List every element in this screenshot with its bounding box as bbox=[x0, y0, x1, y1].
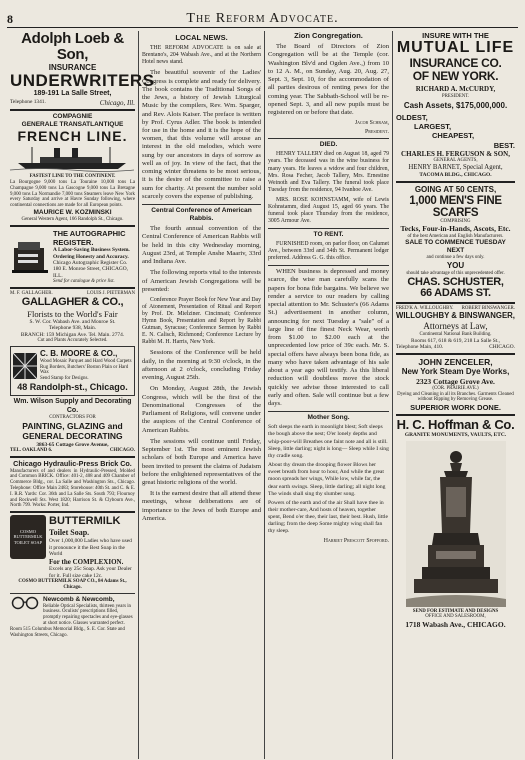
local-news-item: THE REFORM ADVOCATE is on sale at Brentano's, 204 Wabash Ave., and at the Northern Hotel news stand. bbox=[142, 45, 261, 66]
page-number: 8 bbox=[7, 12, 13, 27]
ad-autographic-register: THE AUTOGRAPHIC REGISTER. A Labor-Saving Business System. Ordering Honesty and Accuracy. Chicago Autographic Register Co. 180 E. Monroe Street, CHICAGO, ILL. Send for catalogue & price list. bbox=[10, 229, 135, 285]
newspaper-title: The Reform Advocate. bbox=[186, 10, 339, 26]
local-news-heading: LOCAL NEWS. bbox=[175, 33, 228, 42]
column-notices: Zion Congregation. The Board of Directors of Zion Congregation will be at the Temple (cor. Washington Blv'd and Ogden Ave.,) from 10 to 12 A. M., on Sunday, Aug. 20, Aug. 27, Sept. 3, Sept. 10, for the accommodation of all parties desirous of renting pews for the coming year. The Sabbath-School will be re-opened Sept. 3, and all new pupils must be registered on or before that date. Jacob Schram, President. DIED. HENRY TALLERY died on August 18, aged 79 years. The deceased was in the wine business for many years. He leaves a widow and four children, Mrs. Rosa Fecher, Jacob Tallery, Mrs. Ernestine Weinoth and Eva Tallery. The funeral took place Tuesday from the residence, 94 Ivanhoe Ave. MRS. ROSE KOHNSTAMM, wife of Lewis Kohnstamm, died August 15, aged 66 years. The funeral took place Thursday from the residence, 3005 Armour Ave. TO RENT. FURNISHED room, on parlor floor, on Calumet Ave., between 33rd and 34th St. Permanent lodger preferred. Address G. G. this office. WHEN business is depressed and money scarce, the wise man carefully scans the papers for bona fide bargains. We believe we render a service to our readers by calling special attention to Mr. Schuster's (66 Adams St.) advertisement in another column, announcing for next Tuesday a "sale" of a large line of fine finest Neck Wear, worth from $1.00 to $2.00 each at the unprecedented low price of 39c each. Mr. S. special offers have always been bona fide, as many who have taken advantage of his sale about a year ago will testify. As this liberal reduction will doubtless move the stock quickly we advise those interested to call early and often. Sale will continue but a few days. Mother Song. Soft sleeps the earth in moonlight blest; Soft sleeps the bough above the nest; O'er lonely depths and whip-poor-will Breathes one faint note and all is still. Sleep, little darling; night is long— Sleep while I sing thy cradle song. About thy dream the drooping flower Blows her sweet breath from hour to hour, And while the great moon spreads her wings, While low, while far, the dear earth swings. Sleep, little darling; all night long The winds shall sing thy slumber song. Powers of the earth and of the air Shall have thee in their mother-care, And hosts of heaven, together spent, Bend o'er thee, their last, their best. Hush, little darling; from the deep Some mighty wing shall fan thy sleep. Harriet Prescott Spofford. bbox=[265, 31, 393, 759]
bargain-notice: WHEN business is depressed and money scarce, the wise man carefully scans the papers for bona fide bargains. We believe we render a service to our readers by calling special attention to Mr. Schuster's (66 Adams St.) advertisement in another column, announcing for next Tuesday a "sale" of a large line of fine finest Neck Wear, worth from $1.00 to $2.00 each at the unprecedented low price of 39c each. Mr. S. special offers have always been bona fide, as many who have taken advantage of his sale about a year ago will testify. As this liberal reduction will doubtless move the stock quickly we advise those interested to call early and often. Sale will continue but a few days. bbox=[268, 268, 389, 407]
local-news-item: The beautiful souvenir of the Ladies' Congress is complete and ready for delivery. The book contains the Traditional Songs of the Jews, a history of Jewish Liturgical Music by the compilers, Rev. Wm. Sparger, and Rev. Alois Kaiser. The preface is written by Prof. Cyrus Adler. The book is intended for use in the home and it is the hope of the women, that this volume will arouse an interest in the old melodies, which were sung by our ancestors in days of sorrow as well as of joy. In view of the fact, that the coming winter threatens to be most serious, it is the desire of the committee to raise a sum for charity. At present the number sold scarcely covers the expense of publishing. bbox=[142, 69, 261, 200]
eyeglasses-icon bbox=[10, 596, 40, 610]
mother-song-heading: Mother Song. bbox=[307, 414, 350, 422]
ad-adolph-loeb: Adolph Loeb & Son, INSURANCE UNDERWRITERS 189-191 La Salle Street, Telephone 1341. Chicago, Ill. bbox=[10, 30, 155, 107]
ad-wilson-supply: Wm. Wilson Supply and Decorating Co. CONTRACTORS FOR PAINTING, GLAZING and GENERAL DECORATING 3863-65 Cottage Grove Avenue, TEL. OAKLAND 6. CHICAGO. bbox=[10, 398, 135, 454]
monument-illustration bbox=[406, 441, 506, 607]
column-local-news: LOCAL NEWS. THE REFORM ADVOCATE is on sale at Brentano's, 204 Wabash Ave., and at the Northern Hotel news stand. The beautiful souvenir of the Ladies' Congress is complete and ready for delivery. The book contains the Traditional Songs of the Jews, a history of Jewish Liturgical Music by the compilers, Rev. Wm. Sparger, and Rev. Alois Kaiser. The preface is written by Prof. Cyrus Adler. The book is intended for use in the home and it is the hope of the women, that this volume will arouse an interest in the old melodies, which were sung by our ancestors in days of sorrow as well as of joy. In view of the fact, that the coming winter threatens to be most serious, it is the desire of the committee to raise a sum for charity. At present the number sold scarcely covers the expense of publishing. Central Conference of American Rabbis. The fourth annual convention of the Central Conference of American Rabbis will be held in this city Wednesday morning, August 23rd, at Temple Anshe Maariv, 33rd and Indiana Ave. The following reports vital to the interests of American Jewish Congregations will be presented: Conference Prayer Book for New Year and Day of Atonement, Presentation of Ritual and Report by Prof. Dr. Mielziner. Cincinnati; Conference Hymn Book, Presentation and Report by Rabbi Gutman, Syracuse; Conference Sermon by Rabbi E. N. Calisch, Richmond; Conference Lecture by Rabbi M. H. Harris, New York. Sessions of the Conference will be held daily, in the morning at 9:30 o'clock, in the afternoon at 2 o'clock, concluding Friday evening, August 25th. On Monday, August 28th, the Jewish Congress, which will be the first of the Denominational Congresses of the Parliament of Religions, will convene under the auspices of the Central Conference of American Rabbis. The sessions will continue until Friday, September 1st. The most eminent Jewish scholars of both Europe and America have been invited to present the claims of Judaism before the enlightened representatives of the great historic religions of the world. It is the earnest desire that all attend these meetings, whose deliberations are of importance to the Jews of both Europe and America. bbox=[139, 31, 265, 759]
soap-box-illustration: COSMO BUTTERMILK TOILET SOAP bbox=[10, 515, 46, 559]
ad-zenceler-dye: JOHN ZENCELER, New York Steam Dye Works, 2323 Cottage Grove Ave. (COR. PRAIRIE AVE.) Dyeing and Cleaning in all its Branches. Garments Cleaned without Ripping by Removing Grease. SUPERIOR WORK DONE. bbox=[397, 356, 514, 413]
parquet-pattern-icon bbox=[13, 353, 37, 379]
ad-willoughby: FRED'K A. WILLOUGHBY. ROBERT BINSWANGER. WILLOUGHBY & BINSWANGER, Attorneys at Law, Continental National Bank Building. Rooms 617, 618 & 619, 218 La Salle St., Telephone Main, 410. CHICAGO. bbox=[396, 305, 515, 351]
ad-newcomb: Newcomb & Newcomb, Reliable Optical Specialists, thirteen years in business. Oculists' prescriptions filled, promptly repairing spectacles and eye-glasses at short notice. Glasses warranted perfect. bbox=[10, 596, 135, 627]
died-heading: DIED. bbox=[319, 141, 338, 149]
zion-heading: Zion Congregation. bbox=[294, 31, 363, 40]
ad-hoffman-monuments: H. C. Hoffman & Co. GRANITE MONUMENTS, VAULTS, ETC. SEND FOR ESTIMATE AND DESIGNS OFFICE AND SALESROOM, 1718 Wabash Ave., CHICAGO. bbox=[396, 417, 515, 630]
masthead bbox=[7, 6, 518, 28]
to-rent-heading: TO RENT. bbox=[313, 231, 344, 239]
ad-hydraulic-brick: Chicago Hydraulic-Press Brick Co. Manufacturers of and dealers in Hydraulic-Pressed, Molded and Common BRICK. Office: 401-2, 408 and 409 Chamber of Commerce Bldg., cor. La Salle and Washington Sts., Chicago. Telephone: Office Main 2483; Storehouse: 40th St. and C. & E. I. R.R. Yards: Cor. 36th and La Salle Sts. South 793; Flournoy and Rockwell Sts. West 1820; Harrison St. & Clybourn Ave., North 799. Works: Porter, Ind. bbox=[10, 458, 135, 509]
conference-heading: Central Conference of American Rabbis. bbox=[151, 207, 252, 223]
column-ads-left: Adolph Loeb & Son, INSURANCE UNDERWRITERS 189-191 La Salle Street, Telephone 1341. Chicago, Ill. COMPAGNIE GENERALE TRANSATLANTIQUE FRENCH LINE. FASTEST LINE TO THE CONTINENT. La Bourgogne 9,000 tons La Touraine 10,000 tons La Champagne 9,000 tons La Gascogne 9,000 tons La Bretagne 9,000 tons La Normandie 7,000 tons Steamers leave New York every Saturday and arrive at Havre Sunday following, where continental connections are made for all European points. MAURICE W. KOZMINSKI General Western Agent, 166 Randolph St., Chicago. THE AUTOGRAPHIC REGISTER. A Labor-Saving Business System. Ordering Honesty and Accuracy. Chicago Autographic Register Co. 180 E. Monroe Street, CHICAGO, ILL. Send for catalogue & price list. M. F. GALLAGHER. LOUIS J. PIETERMAN GALLAGHER & CO., Florists to the World's Fair S. W. Cor. Wabash Ave. and Monroe St. Telephone 938, Main. BRANCH: 159 Michigan Ave. Tel. Main. 2774. Cut and Plants Accurately Selected. C. B. MOORE & CO., Wood Mosaic Parquet and Hard Wood Carpets Rug Borders, Butchers' Boston Plain or Hard Wax Send Stamp for Designs. 48 Randolph-st., Chicago. Wm. Wilson Supply and Decorating Co. CONTRACTORS FOR PAINTING, GLAZING and GENERAL DECORATING 3863-65 Cottage Grove Avenue, TEL. OAKLAND 6. CHICAGO. Chicago Hydraulic-Press Brick Co. Manufacturers of and dealers in Hydraulic-Pressed, Molded and Common BRICK. Office: 401-2, 408 and 409 Chamber of Commerce Bldg., cor. La Salle and Washington Sts., Chicago. Telephone: Office Main 2483; Storehouse: 40th St. and C. & E. I. R.R. Yards: Cor. 36th and La Salle Sts. South 793; Flournoy and Rockwell Sts. West 1820; Harrison St. & Clybourn Ave., North 799. Works: Porter, Ind. COSMO BUTTERMILK TOILET SOAP BUTTERMILK Toilet Soap. Over 1,000,000 Ladies who have used it pronounce it the Best Soap in the World For the COMPLEXION. Excels any 25c Soap. Ask your Dealer for it. Full size cake 12c. COSMO BUTTERMILK SOAP CO., 84 Adams St., Chicago. Newcomb & Newcomb, Reliable Optical Specialists, thirteen years in business. Oculists' prescriptions filled, promptly repairing spectacles and eye-glasses at short notice. Glasses warranted perfect. Room 515 Columbus Memorial Bldg., S. E. Cor. State and Washington Streets, Chicago. bbox=[7, 31, 139, 759]
ad-gallagher: M. F. GALLAGHER. LOUIS J. PIETERMAN GALLAGHER & CO., Florists to the World's Fair S. W. Cor. Wabash Ave. and Monroe St. Telephone 938, Main. BRANCH: 159 Michigan Ave. Tel. Main. 2774. Cut and Plants Accurately Selected. bbox=[10, 291, 135, 344]
ad-french-line: COMPAGNIE GENERALE TRANSATLANTIQUE FRENCH LINE. FASTEST LINE TO THE CONTINENT. La Bourgogne 9,000 tons La Touraine 10,000 tons La Champagne 9,000 tons La Gascogne 9,000 tons La Bretagne 9,000 tons La Normandie 7,000 tons Steamers leave New York every Saturday and arrive at Havre Sunday following, where continental connections are made for all European points. MAURICE W. KOZMINSKI General Western Agent, 166 Randolph St., Chicago. bbox=[10, 113, 135, 222]
register-machine-icon bbox=[10, 238, 50, 276]
columns bbox=[7, 31, 518, 759]
ad-cb-moore: C. B. MOORE & CO., Wood Mosaic Parquet and Hard Wood Carpets Rug Borders, Butchers' Boston Plain or Hard Wax Send Stamp for Designs. 48 Randolph-st., Chicago. bbox=[10, 346, 135, 396]
ad-schuster-scarfs: GOING AT 50 CENTS, 1,000 MEN'S FINE SCARFS COMPRISING Tecks, Four-in-Hands, Ascots, Etc. of the best American and English Manufacturers. SALE TO COMMENCE TUESDAY NEXT and continue a few days only. YOU should take advantage of this unprecedented offer. CHAS. SCHUSTER, 66 ADAMS ST. bbox=[400, 184, 511, 300]
ad-mutual-life: INSURE WITH THE MUTUAL LIFE INSURANCE CO. OF NEW YORK. RICHARD A. McCURDY, PRESIDENT. Cash Assets, $175,000,000. OLDEST, LARGEST, CHEAPEST, BEST. CHARLES H. FERGUSON & SON, GENERAL AGENTS, HENRY BARNET, Special Agent, TACOMA BLDG., CHICAGO. bbox=[396, 31, 515, 179]
column-ads-right bbox=[393, 31, 518, 759]
ad-buttermilk-soap: COSMO BUTTERMILK TOILET SOAP BUTTERMILK Toilet Soap. Over 1,000,000 Ladies who have used it pronounce it the Best Soap in the World For the COMPLEXION. Excels any 25c Soap. Ask your Dealer for it. Full size cake 12c. COSMO BUTTERMILK SOAP CO., 84 Adams St., Chicago. bbox=[10, 515, 135, 591]
steamship-illustration bbox=[10, 145, 134, 171]
